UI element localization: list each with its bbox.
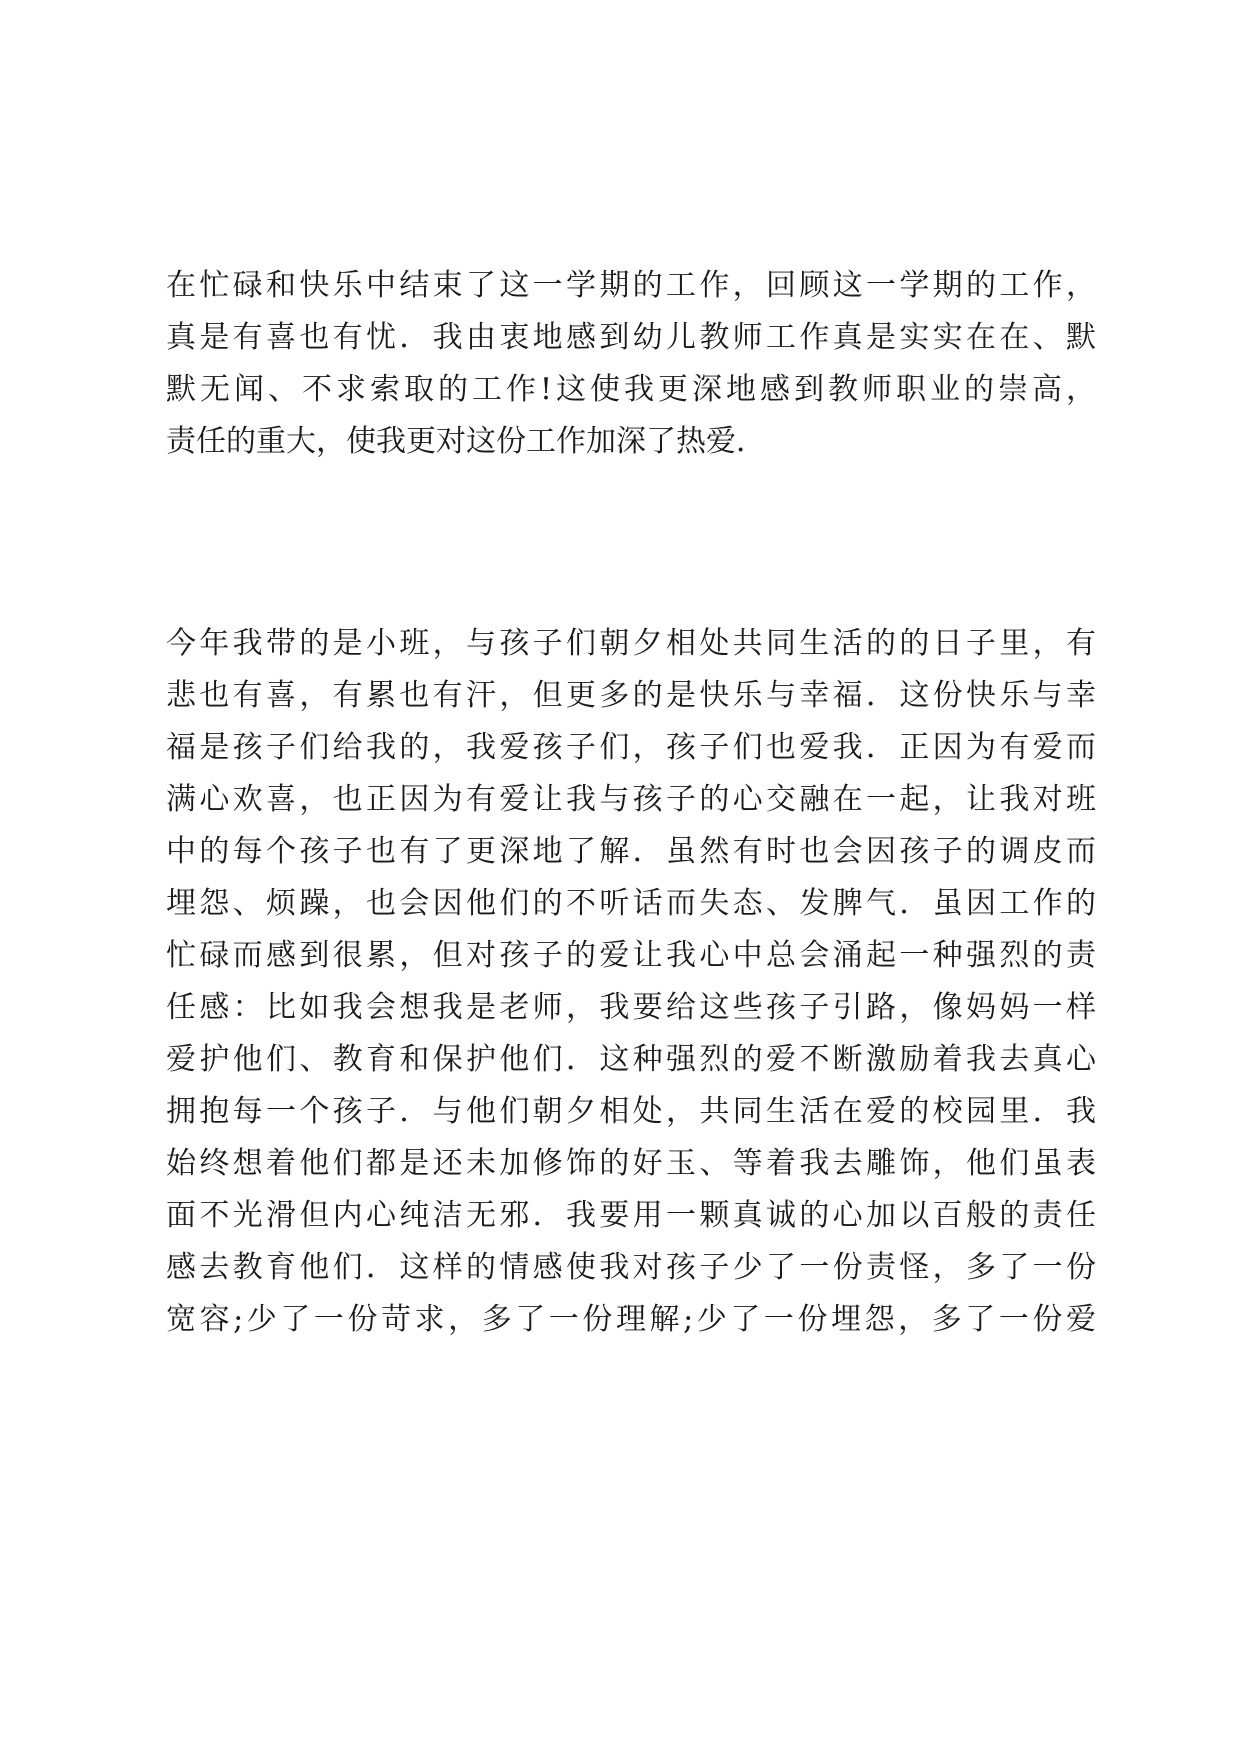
text-line: 满心欢喜，也正因为有爱让我与孩子的心交融在一起，让我对班 bbox=[166, 782, 1096, 817]
text-line: 责任的重大，使我更对这份工作加深了热爱． bbox=[166, 424, 766, 459]
text-line: 今年我带的是小班，与孩子们朝夕相处共同生活的的日子里，有 bbox=[166, 626, 1096, 661]
text-line: 爱护他们、教育和保护他们．这种强烈的爱不断激励着我去真心 bbox=[166, 1042, 1096, 1077]
text-line: 福是孩子们给我的，我爱孩子们，孩子们也爱我．正因为有爱而 bbox=[166, 730, 1096, 765]
text-line: 中的每个孩子也有了更深地了解．虽然有时也会因孩子的调皮而 bbox=[166, 834, 1096, 869]
text-line: 埋怨、烦躁，也会因他们的不听话而失态、发脾气．虽因工作的 bbox=[166, 886, 1096, 921]
text-line: 任感：比如我会想我是老师，我要给这些孩子引路，像妈妈一样 bbox=[166, 990, 1096, 1025]
text-line: 始终想着他们都是还未加修饰的好玉、等着我去雕饰，他们虽表 bbox=[166, 1146, 1096, 1181]
text-line: 在忙碌和快乐中结束了这一学期的工作，回顾这一学期的工作， bbox=[166, 268, 1096, 303]
text-line: 面不光滑但内心纯洁无邪．我要用一颗真诚的心加以百般的责任 bbox=[166, 1198, 1096, 1233]
text-line: 悲也有喜，有累也有汗，但更多的是快乐与幸福．这份快乐与幸 bbox=[166, 678, 1096, 713]
paragraph-intro bbox=[166, 260, 1096, 468]
text-line: 忙碌而感到很累，但对孩子的爱让我心中总会涌起一种强烈的责 bbox=[166, 938, 1096, 973]
text-line: 感去教育他们．这样的情感使我对孩子少了一份责怪，多了一份 bbox=[166, 1250, 1096, 1285]
paragraph-main bbox=[166, 618, 1096, 1346]
text-line: 拥抱每一个孩子．与他们朝夕相处，共同生活在爱的校园里．我 bbox=[166, 1094, 1096, 1129]
text-line: 宽容;少了一份苛求，多了一份理解;少了一份埋怨，多了一份爱 bbox=[166, 1302, 1096, 1337]
text-line: 真是有喜也有忧．我由衷地感到幼儿教师工作真是实实在在、默 bbox=[166, 320, 1096, 355]
text-line: 默无闻、不求索取的工作!这使我更深地感到教师职业的崇高， bbox=[166, 372, 1096, 407]
